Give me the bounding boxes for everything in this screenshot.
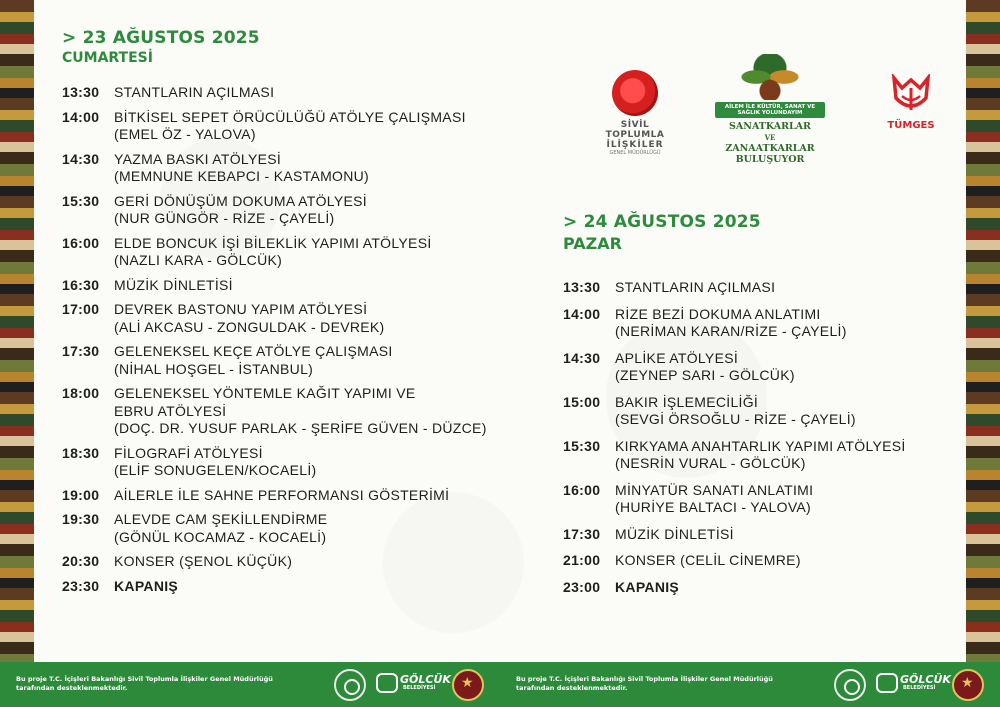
- event-row: [563, 482, 963, 517]
- footer-note-line1: Bu proje T.C. İçişleri Bakanlığı Sivil Toplumla İlişkiler Genel Müdürlüğü: [16, 675, 273, 683]
- event-time: 14:30: [62, 150, 100, 167]
- event-time: 14:00: [62, 108, 100, 125]
- event-line: RİZE BEZİ DOKUMA ANLATIMI: [615, 305, 821, 322]
- festival-title-line1: SANATKARLAR: [729, 121, 811, 132]
- event-description: [114, 385, 522, 438]
- golcuk-logo: [376, 671, 451, 699]
- event-description: [114, 235, 522, 270]
- festival-title-line4: BULUŞUYOR: [735, 154, 805, 165]
- event-description: [615, 350, 963, 385]
- day1-weekday: CUMARTESİ: [62, 50, 153, 66]
- event-row: [62, 301, 522, 336]
- event-line: YAZMA BASKI ATÖLYESİ: [114, 150, 282, 167]
- footer-note: [516, 675, 786, 693]
- event-row: [62, 151, 522, 186]
- golcuk-emblem-icon: [876, 673, 898, 693]
- footer-note-line1: Bu proje T.C. İçişleri Bakanlığı Sivil Toplumla İlişkiler Genel Müdürlüğü: [516, 675, 773, 683]
- golcuk-name: GÖLCÜK: [900, 673, 951, 686]
- event-time: 14:30: [563, 349, 601, 366]
- event-time: 19:00: [62, 486, 100, 503]
- stk-logo-line2: İLİŞKİLER: [606, 140, 664, 150]
- golcuk-emblem-icon: [376, 673, 398, 693]
- event-row: [563, 552, 963, 570]
- event-row: [563, 579, 963, 597]
- event-row: [62, 487, 522, 505]
- event-row: [62, 343, 522, 378]
- footer-note-line2: tarafından desteklenmektedir.: [16, 684, 128, 692]
- event-row: [563, 279, 963, 297]
- event-time: 16:00: [563, 481, 601, 498]
- event-time: 16:00: [62, 234, 100, 251]
- event-line: APLİKE ATÖLYESİ: [615, 349, 739, 366]
- event-description: [615, 394, 963, 429]
- event-line: (HURİYE BALTACI - YALOVA): [615, 499, 812, 515]
- day2-schedule: [563, 212, 963, 605]
- event-line: KONSER (CELİL CİNEMRE): [615, 552, 801, 568]
- ministry-seal-icon: [334, 669, 366, 701]
- event-description: [114, 109, 522, 144]
- day2-weekday: PAZAR: [563, 234, 622, 253]
- footer-note-line2: tarafından desteklenmektedir.: [516, 684, 628, 692]
- event-time: 17:30: [62, 343, 100, 359]
- event-time: 17:30: [563, 525, 601, 542]
- event-row: [62, 578, 522, 596]
- golcuk-sub: BELEDİYESİ: [403, 685, 436, 691]
- event-time: 23:00: [563, 578, 601, 595]
- event-line: BAKIR İŞLEMECİLİĞİ: [615, 393, 759, 410]
- event-line: (DOÇ. DR. YUSUF PARLAK - ŞERİFE GÜVEN - DÜZCE): [114, 420, 487, 436]
- event-row: [563, 526, 963, 544]
- event-time: 18:30: [62, 444, 100, 461]
- festival-ribbon: AİLEM İLE KÜLTÜR, SANAT VE SAĞLIK YOLUNDAYIM: [715, 102, 825, 118]
- event-description: [615, 306, 963, 341]
- event-line: (EMEL ÖZ - YALOVA): [114, 126, 256, 142]
- event-time: 18:00: [62, 385, 100, 401]
- day1-event-list: [62, 84, 522, 595]
- event-line: MÜZİK DİNLETİSİ: [114, 276, 233, 293]
- event-time: 16:30: [62, 276, 100, 293]
- event-row: [62, 445, 522, 480]
- event-line: MİNYATÜR SANATI ANLATIMI: [615, 481, 814, 498]
- event-description: [114, 578, 522, 596]
- festival-title-line2: VE: [764, 133, 776, 142]
- footer-left: [0, 662, 500, 707]
- event-row: [563, 306, 963, 341]
- event-row: [563, 438, 963, 473]
- golcuk-sub: BELEDİYESİ: [903, 685, 936, 691]
- footer-note: [16, 675, 286, 693]
- event-line: (ZEYNEP SARI - GÖLCÜK): [615, 367, 795, 383]
- event-line: (SEVGİ ÖRSOĞLU - RİZE - ÇAYELİ): [615, 411, 856, 427]
- event-description: [114, 151, 522, 186]
- event-line: GERİ DÖNÜŞÜM DOKUMA ATÖLYESİ: [114, 192, 367, 209]
- event-line: (GÖNÜL KOCAMAZ - KOCAELİ): [114, 528, 327, 545]
- event-description: [615, 526, 963, 544]
- event-line: DEVREK BASTONU YAPIM ATÖLYESİ: [114, 301, 368, 317]
- ministry-seal-icon: [834, 669, 866, 701]
- footer-right: [500, 662, 1000, 707]
- event-description: [615, 482, 963, 517]
- event-description: [615, 279, 963, 297]
- event-line: KAPANIŞ: [615, 578, 680, 595]
- day1-date: > 23 AĞUSTOS 2025: [62, 28, 260, 48]
- event-description: [615, 579, 963, 597]
- day2-event-list: [563, 279, 963, 596]
- event-line: KONSER (ŞENOL KÜÇÜK): [114, 553, 293, 569]
- event-line: (NERİMAN KARAN/RİZE - ÇAYELİ): [615, 323, 847, 339]
- event-description: [114, 445, 522, 480]
- event-description: [114, 511, 522, 546]
- event-row: [62, 84, 522, 102]
- tree-emblem-icon: [735, 54, 805, 100]
- event-time: 15:30: [563, 437, 601, 454]
- day2-date: > 24 AĞUSTOS 2025: [563, 212, 761, 232]
- event-time: 23:30: [62, 577, 100, 594]
- golcuk-logo: [876, 671, 951, 699]
- event-description: [114, 553, 522, 571]
- event-line: KAPANIŞ: [114, 577, 179, 594]
- event-time: 21:00: [563, 552, 601, 568]
- event-description: [114, 301, 522, 336]
- event-line: (NİHAL HOŞGEL - İSTANBUL): [114, 360, 314, 377]
- event-time: 19:30: [62, 511, 100, 527]
- event-line: (ELİF SONUGELEN/KOCAELİ): [114, 462, 317, 478]
- stk-logo-line3: GENEL MÜDÜRLÜĞÜ: [609, 150, 661, 156]
- tumges-logo: [878, 74, 944, 131]
- event-line: (NESRİN VURAL - GÖLCÜK): [615, 455, 806, 471]
- governorship-seal-icon: [952, 669, 984, 701]
- event-time: 20:30: [62, 553, 100, 569]
- event-row: [62, 109, 522, 144]
- event-line: (ALİ AKCASU - ZONGULDAK - DEVREK): [114, 318, 385, 335]
- governorship-seal-icon: [452, 669, 484, 701]
- event-line: ELDE BONCUK İŞİ BİLEKLİK YAPIMI ATÖLYESİ: [114, 234, 432, 251]
- event-line: (MEMNUNE KEBAPCI - KASTAMONU): [114, 168, 370, 184]
- event-description: [114, 193, 522, 228]
- event-time: 14:00: [563, 305, 601, 322]
- left-decorative-strip: [0, 0, 34, 662]
- event-row: [62, 553, 522, 571]
- event-time: 13:30: [563, 279, 601, 295]
- event-row: [563, 350, 963, 385]
- crescent-star-icon: [612, 70, 658, 116]
- right-decorative-strip: [966, 0, 1000, 662]
- event-row: [62, 385, 522, 438]
- event-line: (NAZLI KARA - GÖLCÜK): [114, 252, 283, 268]
- event-line: GELENEKSEL YÖNTEMLE KAĞIT YAPIMI VE: [114, 385, 416, 401]
- event-row: [62, 511, 522, 546]
- event-line: FİLOGRAFİ ATÖLYESİ: [114, 444, 263, 461]
- event-time: 15:00: [563, 393, 601, 410]
- tulip-icon: [888, 74, 934, 116]
- event-row: [62, 277, 522, 295]
- festival-title: [715, 121, 825, 165]
- stk-logo-line1: SİVİL TOPLUMLA: [605, 120, 665, 140]
- event-line: KIRKYAMA ANAHTARLIK YAPIMI ATÖLYESİ: [615, 437, 906, 454]
- event-line: AİLERLE İLE SAHNE PERFORMANSI GÖSTERİMİ: [114, 486, 450, 503]
- day1-schedule: [62, 28, 522, 602]
- logo-row: [590, 60, 950, 170]
- event-line: GELENEKSEL KEÇE ATÖLYE ÇALIŞMASI: [114, 343, 393, 359]
- event-time: 15:30: [62, 192, 100, 209]
- tumges-name: TÜMGES: [887, 120, 935, 131]
- footer-bar: [0, 662, 1000, 707]
- event-description: [114, 84, 522, 102]
- event-line: MÜZİK DİNLETİSİ: [615, 525, 734, 542]
- event-description: [114, 277, 522, 295]
- event-line: BİTKİSEL SEPET ÖRÜCÜLÜĞÜ ATÖLYE ÇALIŞMASI: [114, 108, 466, 125]
- event-row: [62, 193, 522, 228]
- festival-title-line3: ZANAATKARLAR: [725, 143, 815, 154]
- event-line: STANTLARIN AÇILMASI: [114, 84, 275, 100]
- event-description: [114, 487, 522, 505]
- event-line: ALEVDE CAM ŞEKİLLENDİRME: [114, 511, 328, 527]
- event-description: [114, 343, 522, 378]
- event-description: [615, 438, 963, 473]
- event-time: 17:00: [62, 301, 100, 317]
- event-description: [615, 552, 963, 570]
- event-time: 13:30: [62, 84, 100, 100]
- event-row: [563, 394, 963, 429]
- event-line: EBRU ATÖLYESİ: [114, 402, 227, 419]
- golcuk-name: GÖLCÜK: [400, 673, 451, 686]
- event-row: [62, 235, 522, 270]
- festival-logo: [715, 54, 825, 165]
- stk-logo: [590, 70, 680, 156]
- event-line: STANTLARIN AÇILMASI: [615, 279, 776, 295]
- event-line: (NUR GÜNGÖR - RİZE - ÇAYELİ): [114, 210, 335, 226]
